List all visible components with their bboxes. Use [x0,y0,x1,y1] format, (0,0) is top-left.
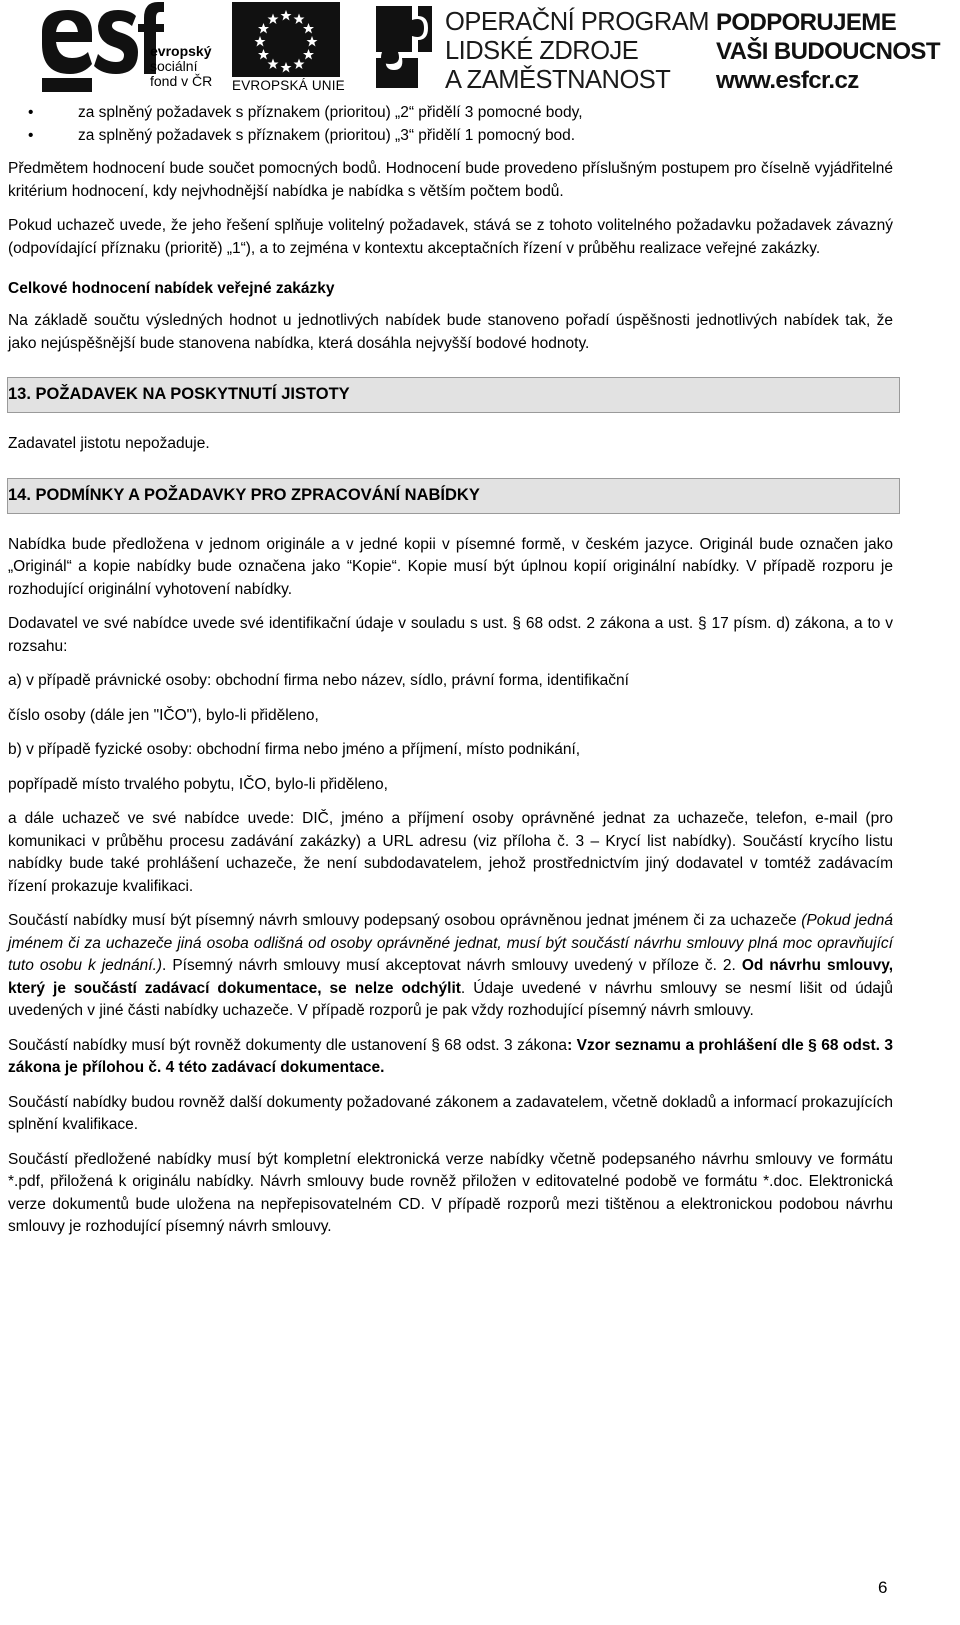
paragraph-natural-person-2: popřípadě místo trvalého pobytu, IČO, bylo-li přiděleno, [8,775,388,793]
op-puzzle-icon [372,2,436,92]
text-run: Součástí nabídky musí být rovněž dokumenty dle ustanovení § 68 odst. 3 zákona [8,1036,568,1054]
list-item: • za splněný požadavek s příznakem (prioritou) „3“ přidělí 1 pomocný bod. [78,125,893,148]
slogan-line-2: VAŠI BUDOUCNOST [716,38,940,65]
page-header [0,0,960,100]
paragraph-guarantee: Zadavatel jistotu nepožaduje. [8,435,210,452]
subheading-overall-evaluation: Celkové hodnocení nabídek veřejné zakázky [8,280,335,297]
text-run-bold: Od návrhu smlouvy, který je součástí zadávací dokumentace, se nelze odchýlit [8,957,893,997]
paragraph-identification: Dodavatel ve své nabídce uvede své identifikační údaje v souladu s ust. § 68 odst. 2 zákona a ust. § 17 písm. d) zákona, a to v rozsahu: [8,615,893,655]
program-line-2: LIDSKÉ ZDROJE [445,37,639,65]
list-item: • za splněný požadavek s příznakem (prioritou) „2“ přidělí 3 pomocné body, [78,102,893,125]
paragraph-legal-person-2: číslo osoby (dále jen "IČO"), bylo-li přiděleno, [8,706,319,724]
eu-flag-icon [232,2,340,77]
text-run: Součástí nabídky musí být písemný návrh smlouvy podepsaný osobou oprávněnou jednat jménem či za uchazeče [8,912,802,929]
program-line-1: OPERAČNÍ PROGRAM [445,8,710,36]
paragraph-legal-person-1: a) v případě právnické osoby: obchodní firma nebo název, sídlo, právní forma, identifikační [8,672,629,689]
program-line-3: A ZAMĚSTNANOST [445,66,671,94]
text-run-italic: (Pokud jedná jménem či za uchazeče jiná osoba odlišná od osoby oprávněné jednat, musí být součástí návrhu smlouvy plná moc opravňující tuto osobu k jednání.) [8,912,893,974]
paragraph-contact-details: a dále uchazeč ve své nabídce uvede: DIČ, jméno a příjmení osoby oprávněné jednat za uchazeče, telefon, e-mail (pro komunikaci v průběhu procesu zadávání zakázky) a URL adresu (viz příloha č. 3 – Krycí list nabídky). Součástí krycího listu nabídky bude také prohlášení uchazeče, že není subdodavatelem, jehož prostřednictvím jiný dodavatel v tomtéž zadávacím řízení prokazuje kvalifikaci. [8,810,893,895]
bullet-list [8,102,893,147]
paragraph-ranking: Na základě součtu výsledných hodnot u jednotlivých nabídek bude stanoveno pořadí úspěšnosti jednotlivých nabídek tak, že jako nejúspěšnější bude stanovena nabídka, která dosáhla nejvyšší bodové hodnoty. [8,312,893,352]
paragraph-other-documents: Součástí nabídky budou rovněž další dokumenty požadované zákonem a zadavatelem, včetně dokladů a informací prokazujících splnění kvalifikace. [8,1093,893,1133]
esf-text [150,44,212,89]
text-run: . Písemný návrh smlouvy musí akceptovat návrh smlouvy uvedený v příloze č. 2. [162,957,742,974]
esf-line-1: evropský [150,43,212,59]
paragraph-offer-form: Nabídka bude předložena v jednom originále a v jedné kopii v písemné formě, v českém jazyce. Originál bude označen jako „Originál“ a kopie nabídky bude označena jako “Kopie“. Kopie musí být úplnou kopií originální nabídky. V případě rozporu je rozhodující originální vyhotovení nabídky. [8,535,893,598]
slogan-line-1: PODPORUJEME [716,9,897,36]
text-run-bold: : Vzor seznamu a prohlášení dle § 68 odst. 3 zákona je přílohou č. 4 této zadávací dokumentace. [8,1036,893,1076]
section-13-title: 13. POŽADAVEK NA POSKYTNUTÍ JISTOTY [8,385,350,403]
paragraph-documents-68 [8,1035,893,1080]
program-title [445,8,709,95]
slogan [716,8,940,95]
section-14-title: 14. PODMÍNKY A POŽADAVKY PRO ZPRACOVÁNÍ NABÍDKY [8,485,480,504]
eu-label: EVROPSKÁ UNIE [232,78,345,93]
esf-logo-icon [40,2,165,92]
section-14-heading [7,478,900,514]
paragraph-optional-requirement: Pokud uchazeč uvede, že jeho řešení splňuje volitelný požadavek, stává se z tohoto volitelného požadavku požadavek závazný (odpovídající příznaku (prioritě) „1“), a to zejména v kontextu akceptačních řízení v průběhu realizace veřejné zakázky. [8,217,893,257]
esf-line-2: sociální [150,58,198,74]
paragraph-electronic-version: Součástí předložené nabídky musí být kompletní elektronická verze nabídky včetně podepsaného návrhu smlouvy ve formátu *.pdf, přiložená k originálu nabídky. Návrh smlouvy bude rovněž přiložen v editovatelné podobě ve formátu *.doc. Elektronická verze dokumentů bude uložena na nepřepisovatelném CD. V případě rozporů mezi tištěnou a elektronickou podobou návrhu smlouvy je rozhodující písemný návrh smlouvy. [8,1150,893,1235]
text-run: . Údaje uvedené v návrhu smlouvy se nesmí lišit od údajů uvedených v jiné části nabídky uchazeče. V případě rozporů je pak vždy rozhodující písemný návrh smlouvy. [8,979,893,1019]
page-number: 6 [878,1578,888,1597]
paragraph-contract-draft [8,910,893,1023]
document-body [8,102,893,1251]
esf-line-3: fond v ČR [150,73,213,89]
slogan-url: www.esfcr.cz [716,67,859,94]
paragraph-natural-person-1: b) v případě fyzické osoby: obchodní firma nebo jméno a příjmení, místo podnikání, [8,741,581,758]
section-13-heading [7,377,900,413]
paragraph-scoring: Předmětem hodnocení bude součet pomocných bodů. Hodnocení bude provedeno příslušným postupem pro číselně vyjádřitelné kritérium hodnocení, kdy nejvhodnější nabídka je nabídka s větším počtem bodů. [8,160,893,200]
